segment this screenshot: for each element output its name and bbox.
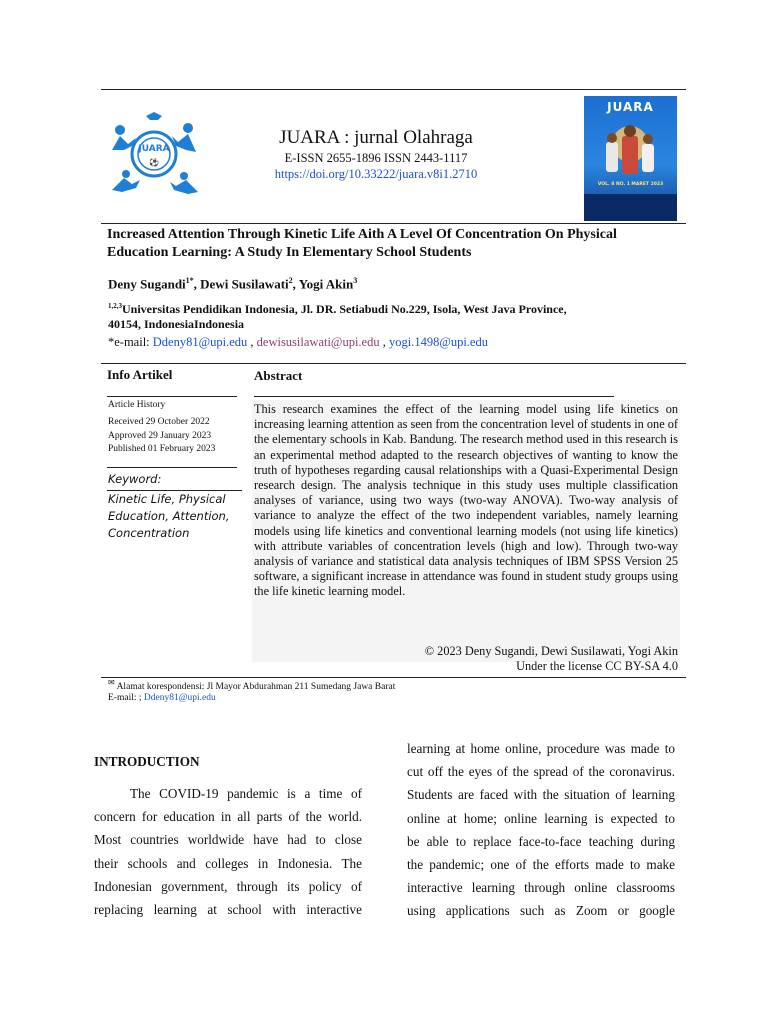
abstract-heading-rule <box>254 396 614 397</box>
body-line: using applications such as Zoom or google <box>407 903 675 919</box>
received-date: Received 29 October 2022 <box>108 417 210 427</box>
license-line: Under the license CC BY-SA 4.0 <box>516 659 678 673</box>
body-line: their schools and colleges in Indonesia. The <box>94 855 362 871</box>
journal-title: JUARA : jurnal Olahraga <box>279 127 473 148</box>
svg-text:⚽: ⚽ <box>149 158 159 167</box>
author-3: Yogi Akin <box>298 276 354 292</box>
affiliation-marker: 1,2,3 <box>108 302 122 310</box>
body-line: cut off the eyes of the spread of the coronavirus. <box>407 764 675 780</box>
abstract-text: This research examines the effect of the learning model using life kinetics on increasing learning attention as seen from the concentration level of students in one of the elementary schools in Kab. Bandung. The research method used in this research is an experimental method adapted to the research objectives of wanting to know the truth of hypotheses regarding causal relationships with a Quasi-Experimental Design research design. The analysis technique in this study uses multiple classification analyses of variance, using two ways (two-way ANOVA). Two-way analysis of variance to analyze the effect of the two independent variables, namely learning models using life kinetics and conventional learning models (not using life kinetics) with attribute variables of concentration levels (high and low). Through two-way analysis of variance and statistical data analysis techniques of IBM SPSS Version 25 software, a significant increase in attendance was found in student study groups using the life kinetic learning model. <box>254 402 678 599</box>
email-link-1[interactable]: Ddeny81@upi.edu <box>152 335 248 349</box>
body-line: Indonesian government, through its policy of <box>94 878 362 894</box>
affiliation-line-1: Universitas Pendidikan Indonesia, Jl. DR. Setiabudi No.229, Isola, West Java Province, <box>122 302 567 316</box>
correspondence-address <box>108 678 395 692</box>
email-link-3[interactable]: yogi.1498@upi.edu <box>388 335 488 349</box>
cover-skyline <box>584 194 677 221</box>
author-2: Dewi Susilawati <box>200 276 289 292</box>
header-top-rule <box>101 89 686 90</box>
correspondence-email-label: E-mail: ; <box>108 693 144 703</box>
info-heading: Info Artikel <box>107 367 173 382</box>
body-line: concern for education in all parts of the world. <box>94 809 362 825</box>
email-separator: , <box>379 335 389 349</box>
body-line: interactive learning through online classrooms <box>407 880 675 896</box>
email-label: *e-mail: <box>108 335 153 349</box>
body-line: learning at home online, procedure was made to <box>407 741 675 756</box>
keyword-label: Keyword: <box>108 472 162 486</box>
history-rule <box>107 467 237 468</box>
body-line: Students are faced with the situation of learning <box>407 787 675 803</box>
email-link-2[interactable]: dewisusilawati@upi.edu <box>256 335 380 349</box>
cover-title: JUARA <box>607 100 654 114</box>
affiliation <box>108 299 668 332</box>
author-separator: , <box>292 276 299 292</box>
journal-issn: E-ISSN 2655-1896 ISSN 2443-1117 <box>284 151 468 165</box>
article-title: Increased Attention Through Kinetic Life Aith A Level Of Concentration On Physical Education Learning: A Study In Elementary School Students <box>107 227 617 260</box>
envelope-icon: ✉ <box>108 678 115 687</box>
keyword-list: Kinetic Life, Physical Education, Attention, Concentration <box>108 492 230 540</box>
cover-volume: VOL. 8 NO. 1 MARET 2023 <box>597 182 664 187</box>
correspondence-email-link[interactable]: Ddeny81@upi.edu <box>143 693 216 703</box>
body-line: online at home; online learning is expected to <box>407 810 675 826</box>
correspondence-email <box>108 693 216 703</box>
body-line: the pandemic; one of the efforts made to make <box>407 857 675 873</box>
author-separator: , <box>193 276 201 292</box>
cover-figures <box>592 122 669 180</box>
journal-doi-link[interactable]: https://doi.org/10.33222/juara.v8i1.2710 <box>274 167 478 181</box>
author-1: Deny Sugandi <box>108 276 186 292</box>
introduction-heading: INTRODUCTION <box>94 754 200 769</box>
body-line: Most countries worldwide have had to close <box>94 832 362 848</box>
correspondence-text: Alamat korespondensi: Jl Mayor Abdurahman 211 Sumedang Jawa Barat <box>116 682 396 693</box>
author-emails <box>108 335 668 350</box>
author-list <box>108 276 668 292</box>
published-date: Published 01 February 2023 <box>108 444 216 454</box>
author-2-marker: 2 <box>288 276 293 285</box>
email-separator: , <box>247 335 257 349</box>
abstract-heading: Abstract <box>254 368 303 383</box>
journal-cover-image <box>584 96 677 221</box>
author-1-marker: 1* <box>185 276 194 285</box>
info-top-rule <box>101 363 686 364</box>
body-line: replacing learning at school with interactive <box>94 902 362 918</box>
body-line: The COVID-19 pandemic is a time of <box>130 786 362 801</box>
body-left-column <box>94 782 362 921</box>
copyright-line: © 2023 Deny Sugandi, Dewi Susilawati, Yogi Akin <box>424 644 678 658</box>
body-line: be able to replace face-to-face teaching during <box>407 833 675 849</box>
info-heading-rule <box>107 396 237 397</box>
body-right-column <box>407 737 675 923</box>
athletes-illustration-icon <box>592 122 669 180</box>
svg-text:JUARA: JUARA <box>138 144 170 154</box>
header-bottom-rule <box>101 223 686 224</box>
juara-logo-icon <box>106 110 202 196</box>
affiliation-line-2: 40154, IndonesiaIndonesia <box>108 317 245 331</box>
author-3-marker: 3 <box>353 276 358 285</box>
approved-date: Approved 29 January 2023 <box>108 431 212 441</box>
article-history-label: Article History <box>108 400 166 410</box>
journal-logo <box>106 110 202 196</box>
